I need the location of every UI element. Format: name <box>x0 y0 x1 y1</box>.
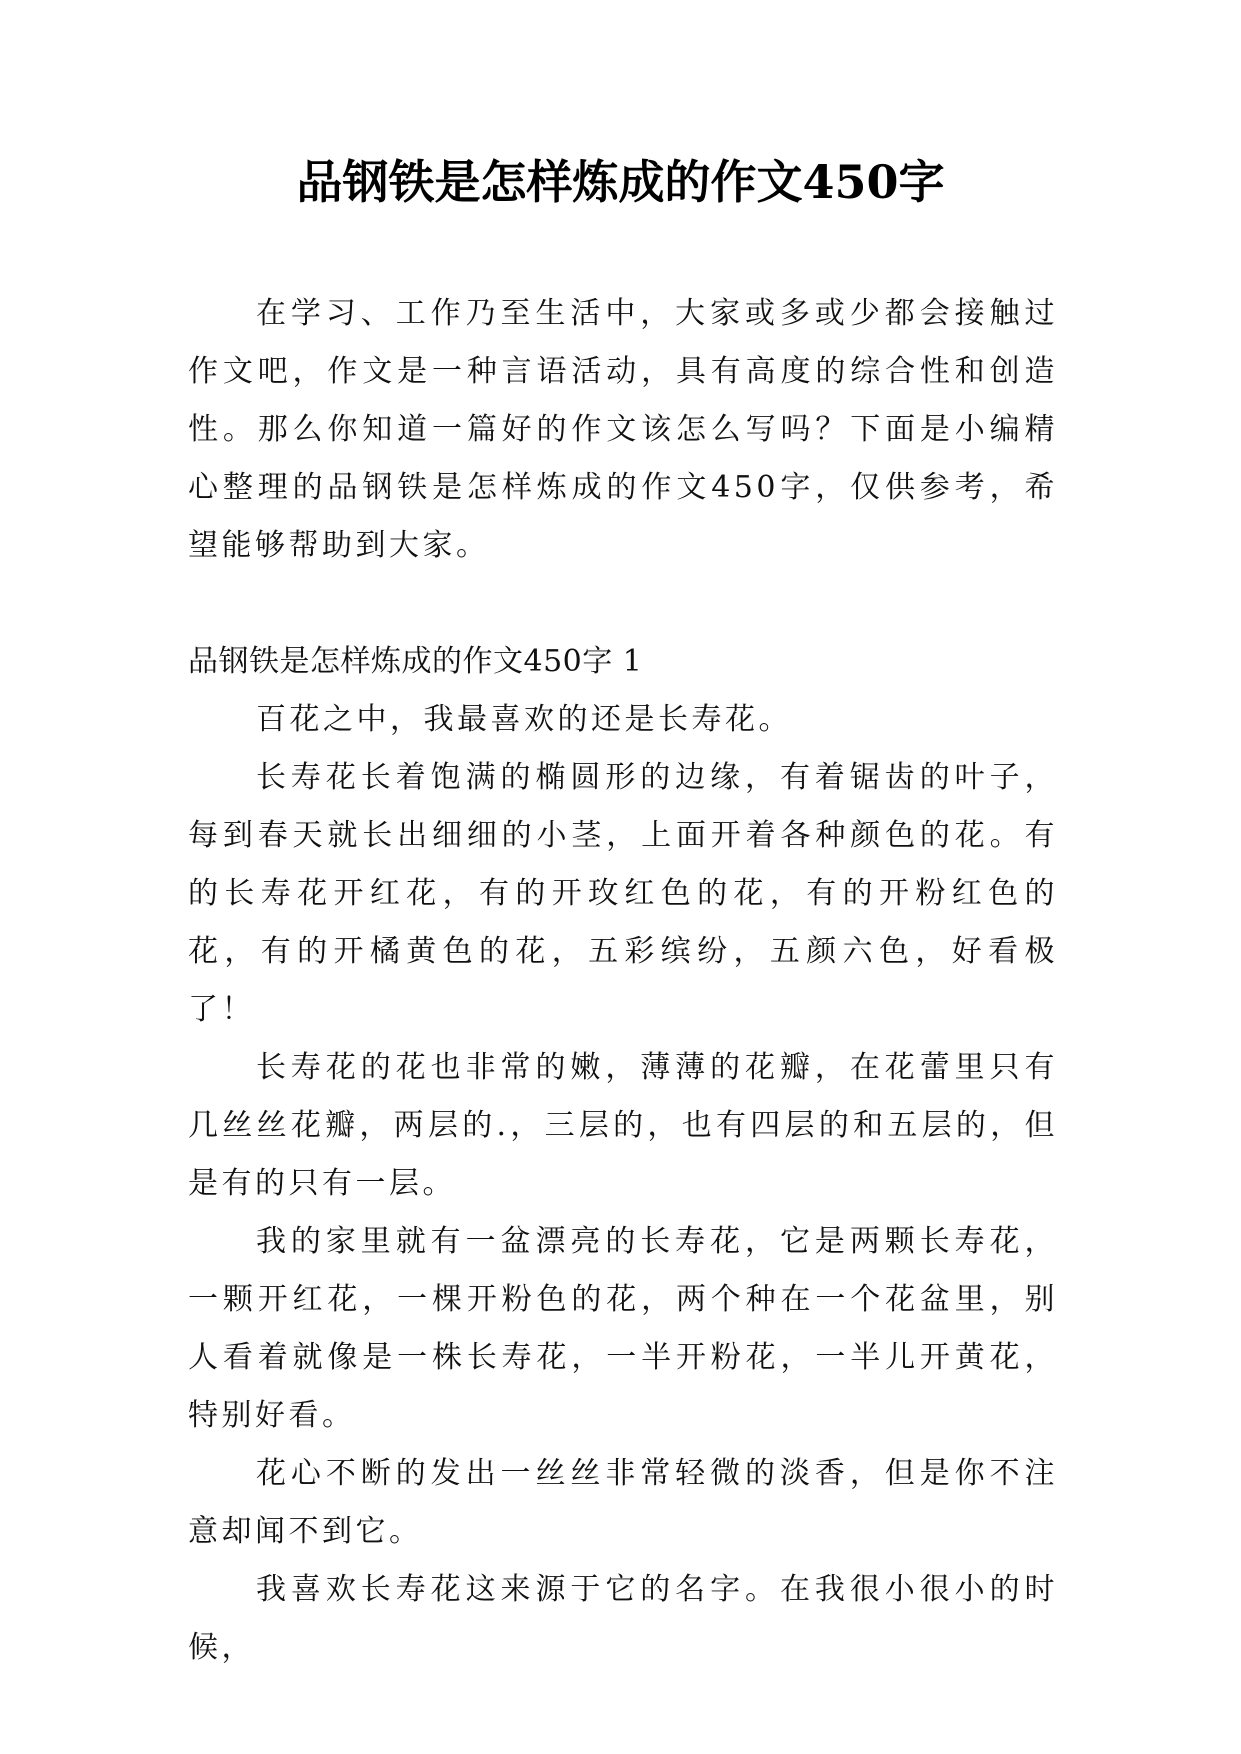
body-paragraph: 我的家里就有一盆漂亮的长寿花，它是两颗长寿花，一颗开红花，一棵开粉色的花，两个种在一个花盆里，别人看着就像是一株长寿花，一半开粉花，一半儿开黄花，特别好看。 <box>188 1224 1058 1433</box>
section-heading: 品钢铁是怎样炼成的作文450字 1 <box>188 644 643 679</box>
body-paragraph: 长寿花长着饱满的椭圆形的边缘，有着锯齿的叶子，每到春天就长出细细的小茎，上面开着各种颜色的花。有的长寿花开红花，有的开玫红色的花，有的开粉红色的花，有的开橘黄色的花，五彩缤纷，五颜六色，好看极了！ <box>188 760 1058 1027</box>
document-title: 品钢铁是怎样炼成的作文450字 <box>296 155 945 209</box>
body-paragraph: 长寿花的花也非常的嫩，薄薄的花瓣，在花蕾里只有几丝丝花瓣，两层的.，三层的，也有四层的和五层的，但是有的只有一层。 <box>188 1050 1058 1201</box>
document-body <box>188 285 1058 1677</box>
intro-paragraph: 在学习、工作乃至生活中，大家或多或少都会接触过作文吧，作文是一种言语活动，具有高度的综合性和创造性。那么你知道一篇好的作文该怎么写吗？下面是小编精心整理的品钢铁是怎样炼成的作文450字，仅供参考，希望能够帮助到大家。 <box>188 296 1058 563</box>
body-paragraph: 我喜欢长寿花这来源于它的名字。在我很小很小的时候， <box>188 1572 1058 1665</box>
body-paragraph: 百花之中，我最喜欢的还是长寿花。 <box>256 702 792 737</box>
body-paragraph: 花心不断的发出一丝丝非常轻微的淡香，但是你不注意却闻不到它。 <box>188 1456 1058 1549</box>
